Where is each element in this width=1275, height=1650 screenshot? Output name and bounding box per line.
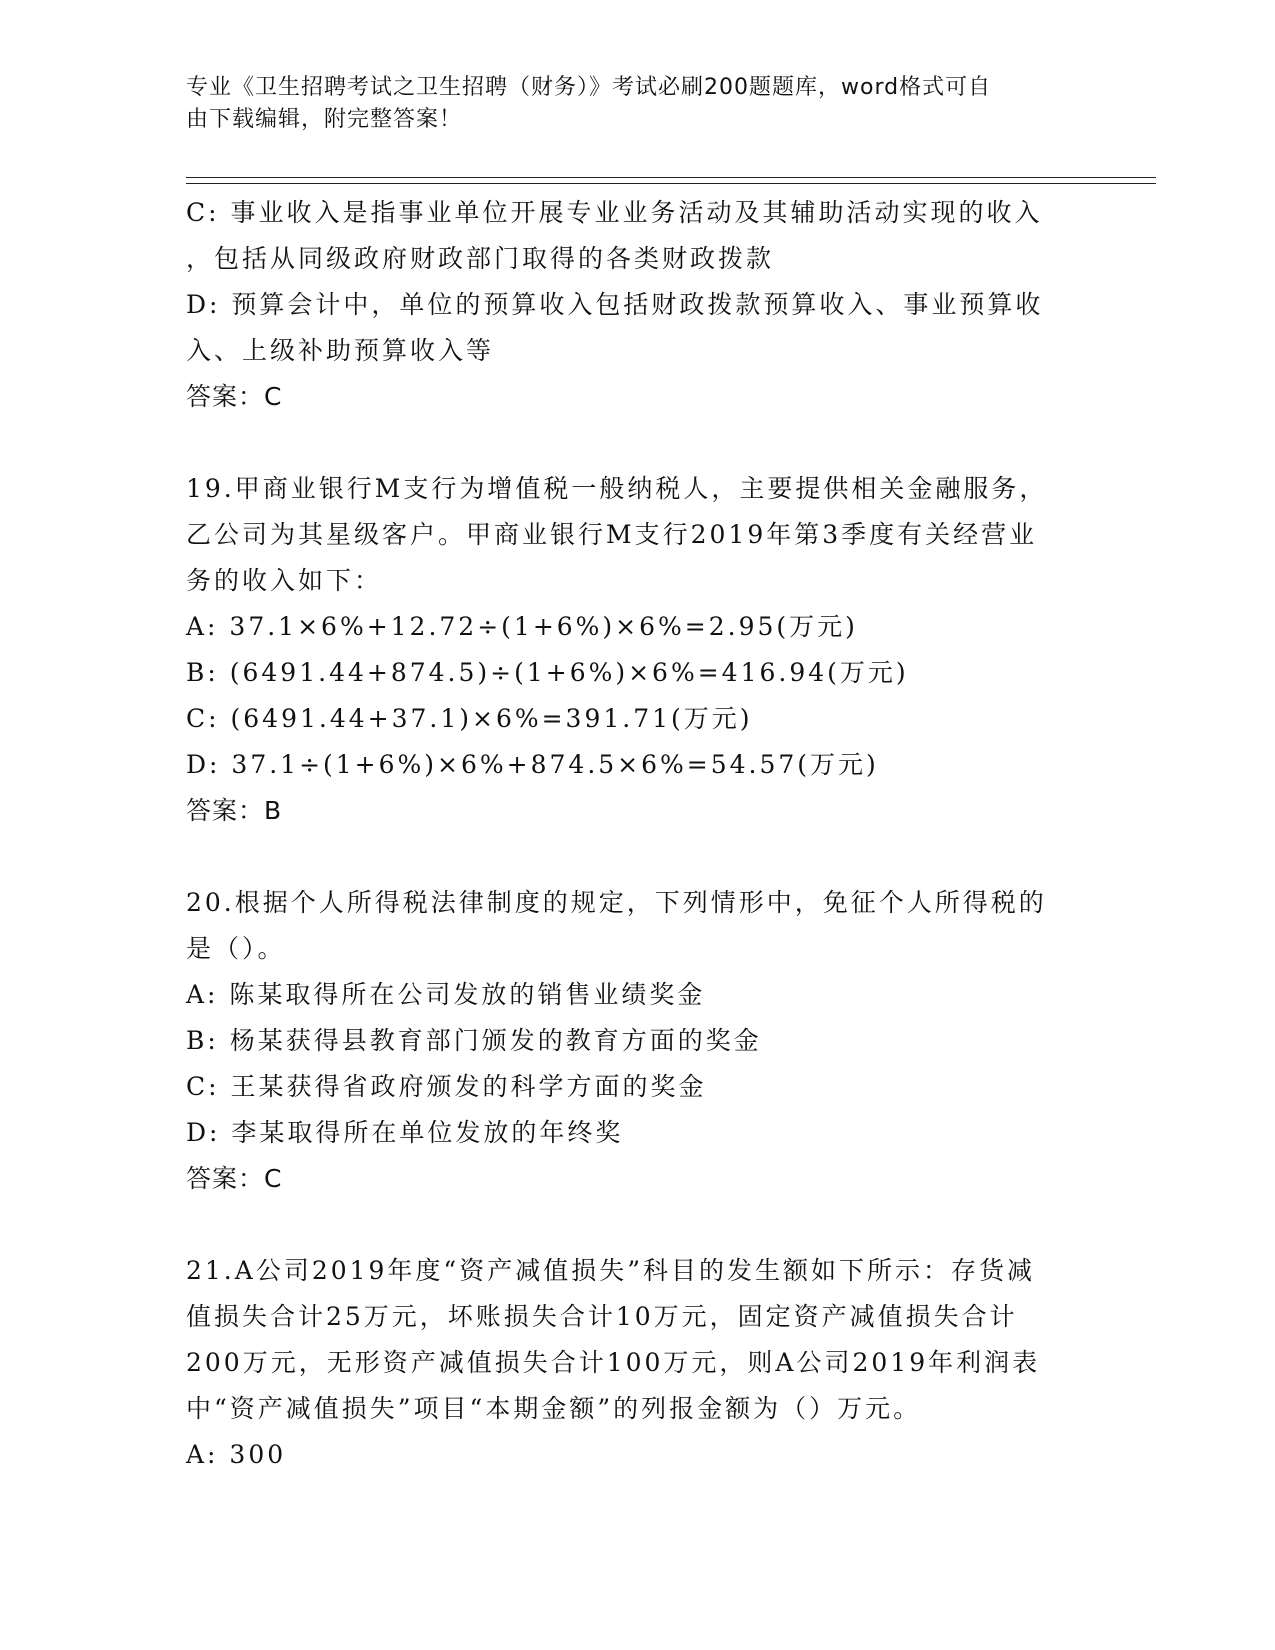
answer-label: 答案：C bbox=[186, 382, 283, 411]
question-20 bbox=[186, 880, 1086, 1202]
question-18 bbox=[186, 190, 1086, 420]
question-stem-line-2: 是（）。 bbox=[186, 934, 286, 963]
option-c: C: 王某获得省政府颁发的科学方面的奖金 bbox=[186, 1072, 707, 1101]
question-stem-line-3: 200万元，无形资产减值损失合计100万元，则A公司2019年利润表 bbox=[186, 1348, 1041, 1377]
option-c-line-1: C: 事业收入是指事业单位开展专业业务活动及其辅助活动实现的收入 bbox=[186, 198, 1043, 227]
option-a: A: 300 bbox=[186, 1440, 287, 1469]
header-line-1: 专业《卫生招聘考试之卫生招聘（财务）》考试必刷200题题库，word格式可自 bbox=[186, 75, 992, 100]
spacer bbox=[186, 420, 1086, 466]
document-body bbox=[186, 190, 1086, 1478]
question-stem-line-1: 21.A公司2019年度“资产减值损失”科目的发生额如下所示：存货减 bbox=[186, 1256, 1035, 1285]
option-a: A: 37.1×6%+12.72÷(1+6%)×6%=2.95(万元) bbox=[186, 612, 858, 641]
question-stem-line-1: 19.甲商业银行M支行为增值税一般纳税人，主要提供相关金融服务， bbox=[186, 474, 1048, 503]
option-d-line-1: D: 预算会计中，单位的预算收入包括财政拨款预算收入、事业预算收 bbox=[186, 290, 1044, 319]
header-divider-bottom bbox=[186, 183, 1156, 184]
option-b: B: (6491.44+874.5)÷(1+6%)×6%=416.94(万元) bbox=[186, 658, 909, 687]
option-b: B: 杨某获得县教育部门颁发的教育方面的奖金 bbox=[186, 1026, 762, 1055]
question-stem-line-2: 乙公司为其星级客户。甲商业银行M支行2019年第3季度有关经营业 bbox=[186, 520, 1038, 549]
question-19 bbox=[186, 466, 1086, 834]
header-line-2: 由下载编辑，附完整答案！ bbox=[186, 107, 463, 132]
document-header bbox=[186, 72, 1066, 136]
option-d-line-2: 入、上级补助预算收入等 bbox=[186, 336, 495, 365]
question-stem-line-2: 值损失合计25万元，坏账损失合计10万元，固定资产减值损失合计 bbox=[186, 1302, 1018, 1331]
option-a: A: 陈某取得所在公司发放的销售业绩奖金 bbox=[186, 980, 706, 1009]
question-stem-line-1: 20.根据个人所得税法律制度的规定，下列情形中，免征个人所得税的 bbox=[186, 888, 1047, 917]
question-stem-line-3: 务的收入如下： bbox=[186, 566, 383, 595]
spacer bbox=[186, 1202, 1086, 1248]
option-d: D: 李某取得所在单位发放的年终奖 bbox=[186, 1118, 624, 1147]
option-d: D: 37.1÷(1+6%)×6%+874.5×6%=54.57(万元) bbox=[186, 750, 879, 779]
answer-label: 答案：C bbox=[186, 1164, 283, 1193]
option-c-line-2: ，包括从同级政府财政部门取得的各类财政拨款 bbox=[186, 244, 775, 273]
question-21 bbox=[186, 1248, 1086, 1478]
answer-label: 答案：B bbox=[186, 796, 283, 825]
option-c: C: (6491.44+37.1)×6%=391.71(万元) bbox=[186, 704, 753, 733]
spacer bbox=[186, 834, 1086, 880]
header-divider-top bbox=[186, 177, 1156, 178]
question-stem-line-4: 中“资产减值损失”项目“本期金额”的列报金额为（）万元。 bbox=[186, 1394, 922, 1423]
